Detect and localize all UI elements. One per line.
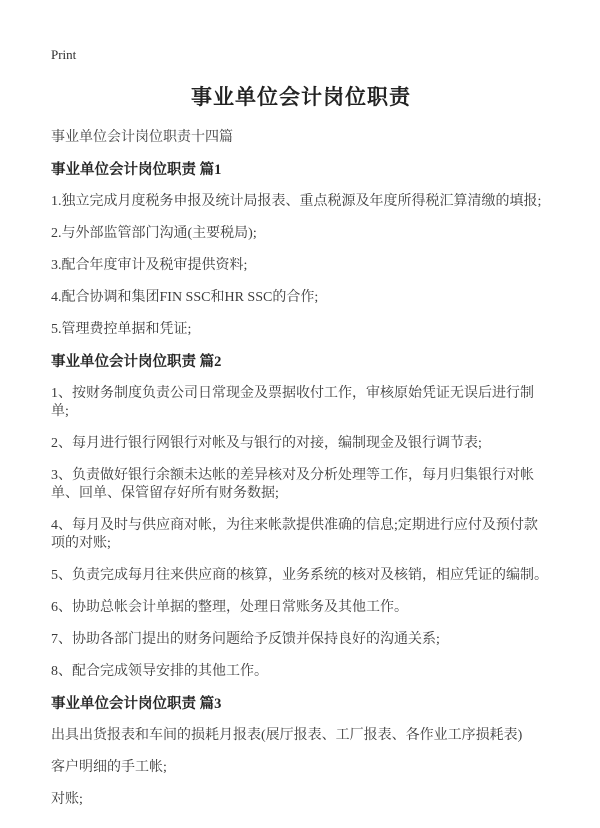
paragraph: 4、每月及时与供应商对帐，为往来帐款提供准确的信息;定期进行应付及预付款项的对账;	[51, 518, 538, 551]
paragraph: 5、负责完成每月往来供应商的核算，业务系统的核对及核销，相应凭证的编制。	[51, 568, 548, 583]
section-heading: 事业单位会计岗位职责 篇1	[51, 162, 222, 178]
paragraph: 7、协助各部门提出的财务问题给予反馈并保持良好的沟通关系;	[51, 632, 440, 647]
paragraph: 3、负责做好银行余额未达帐的差异核对及分析处理等工作，每月归集银行对帐单、回单、保管留存好所有财务数据;	[51, 468, 534, 501]
paragraph: 4.配合协调和集团FIN SSC和HR SSC的合作;	[51, 290, 319, 305]
paragraph: 出具出货报表和车间的损耗月报表(展厅报表、工厂报表、各作业工序损耗表)	[51, 728, 523, 743]
document-subtitle: 事业单位会计岗位职责十四篇	[51, 130, 233, 145]
paragraph: 1.独立完成月度税务申报及统计局报表、重点税源及年度所得税汇算清缴的填报;	[51, 194, 542, 209]
paragraph: 2.与外部监管部门沟通(主要税局);	[51, 226, 257, 241]
paragraph: 1、按财务制度负责公司日常现金及票据收付工作，审核原始凭证无误后进行制单;	[51, 386, 534, 419]
section-heading: 事业单位会计岗位职责 篇2	[51, 354, 222, 370]
paragraph: 8、配合完成领导安排的其他工作。	[51, 664, 268, 679]
paragraph: 对账;	[51, 792, 83, 807]
paragraph: 5.管理费控单据和凭证;	[51, 322, 192, 337]
paragraph: 6、协助总帐会计单据的整理，处理日常账务及其他工作。	[51, 600, 408, 615]
sections-container	[51, 161, 551, 809]
section-heading: 事业单位会计岗位职责 篇3	[51, 696, 222, 712]
paragraph: 3.配合年度审计及税审提供资料;	[51, 258, 248, 273]
document-section	[51, 695, 551, 809]
paragraph: 2、每月进行银行网银行对帐及与银行的对接，编制现金及银行调节表;	[51, 436, 482, 451]
page-title: 事业单位会计岗位职责	[191, 85, 411, 109]
print-link[interactable]: Print	[51, 47, 77, 62]
paragraph: 客户明细的手工帐;	[51, 760, 167, 775]
document-section	[51, 353, 551, 681]
document-section	[51, 161, 551, 339]
